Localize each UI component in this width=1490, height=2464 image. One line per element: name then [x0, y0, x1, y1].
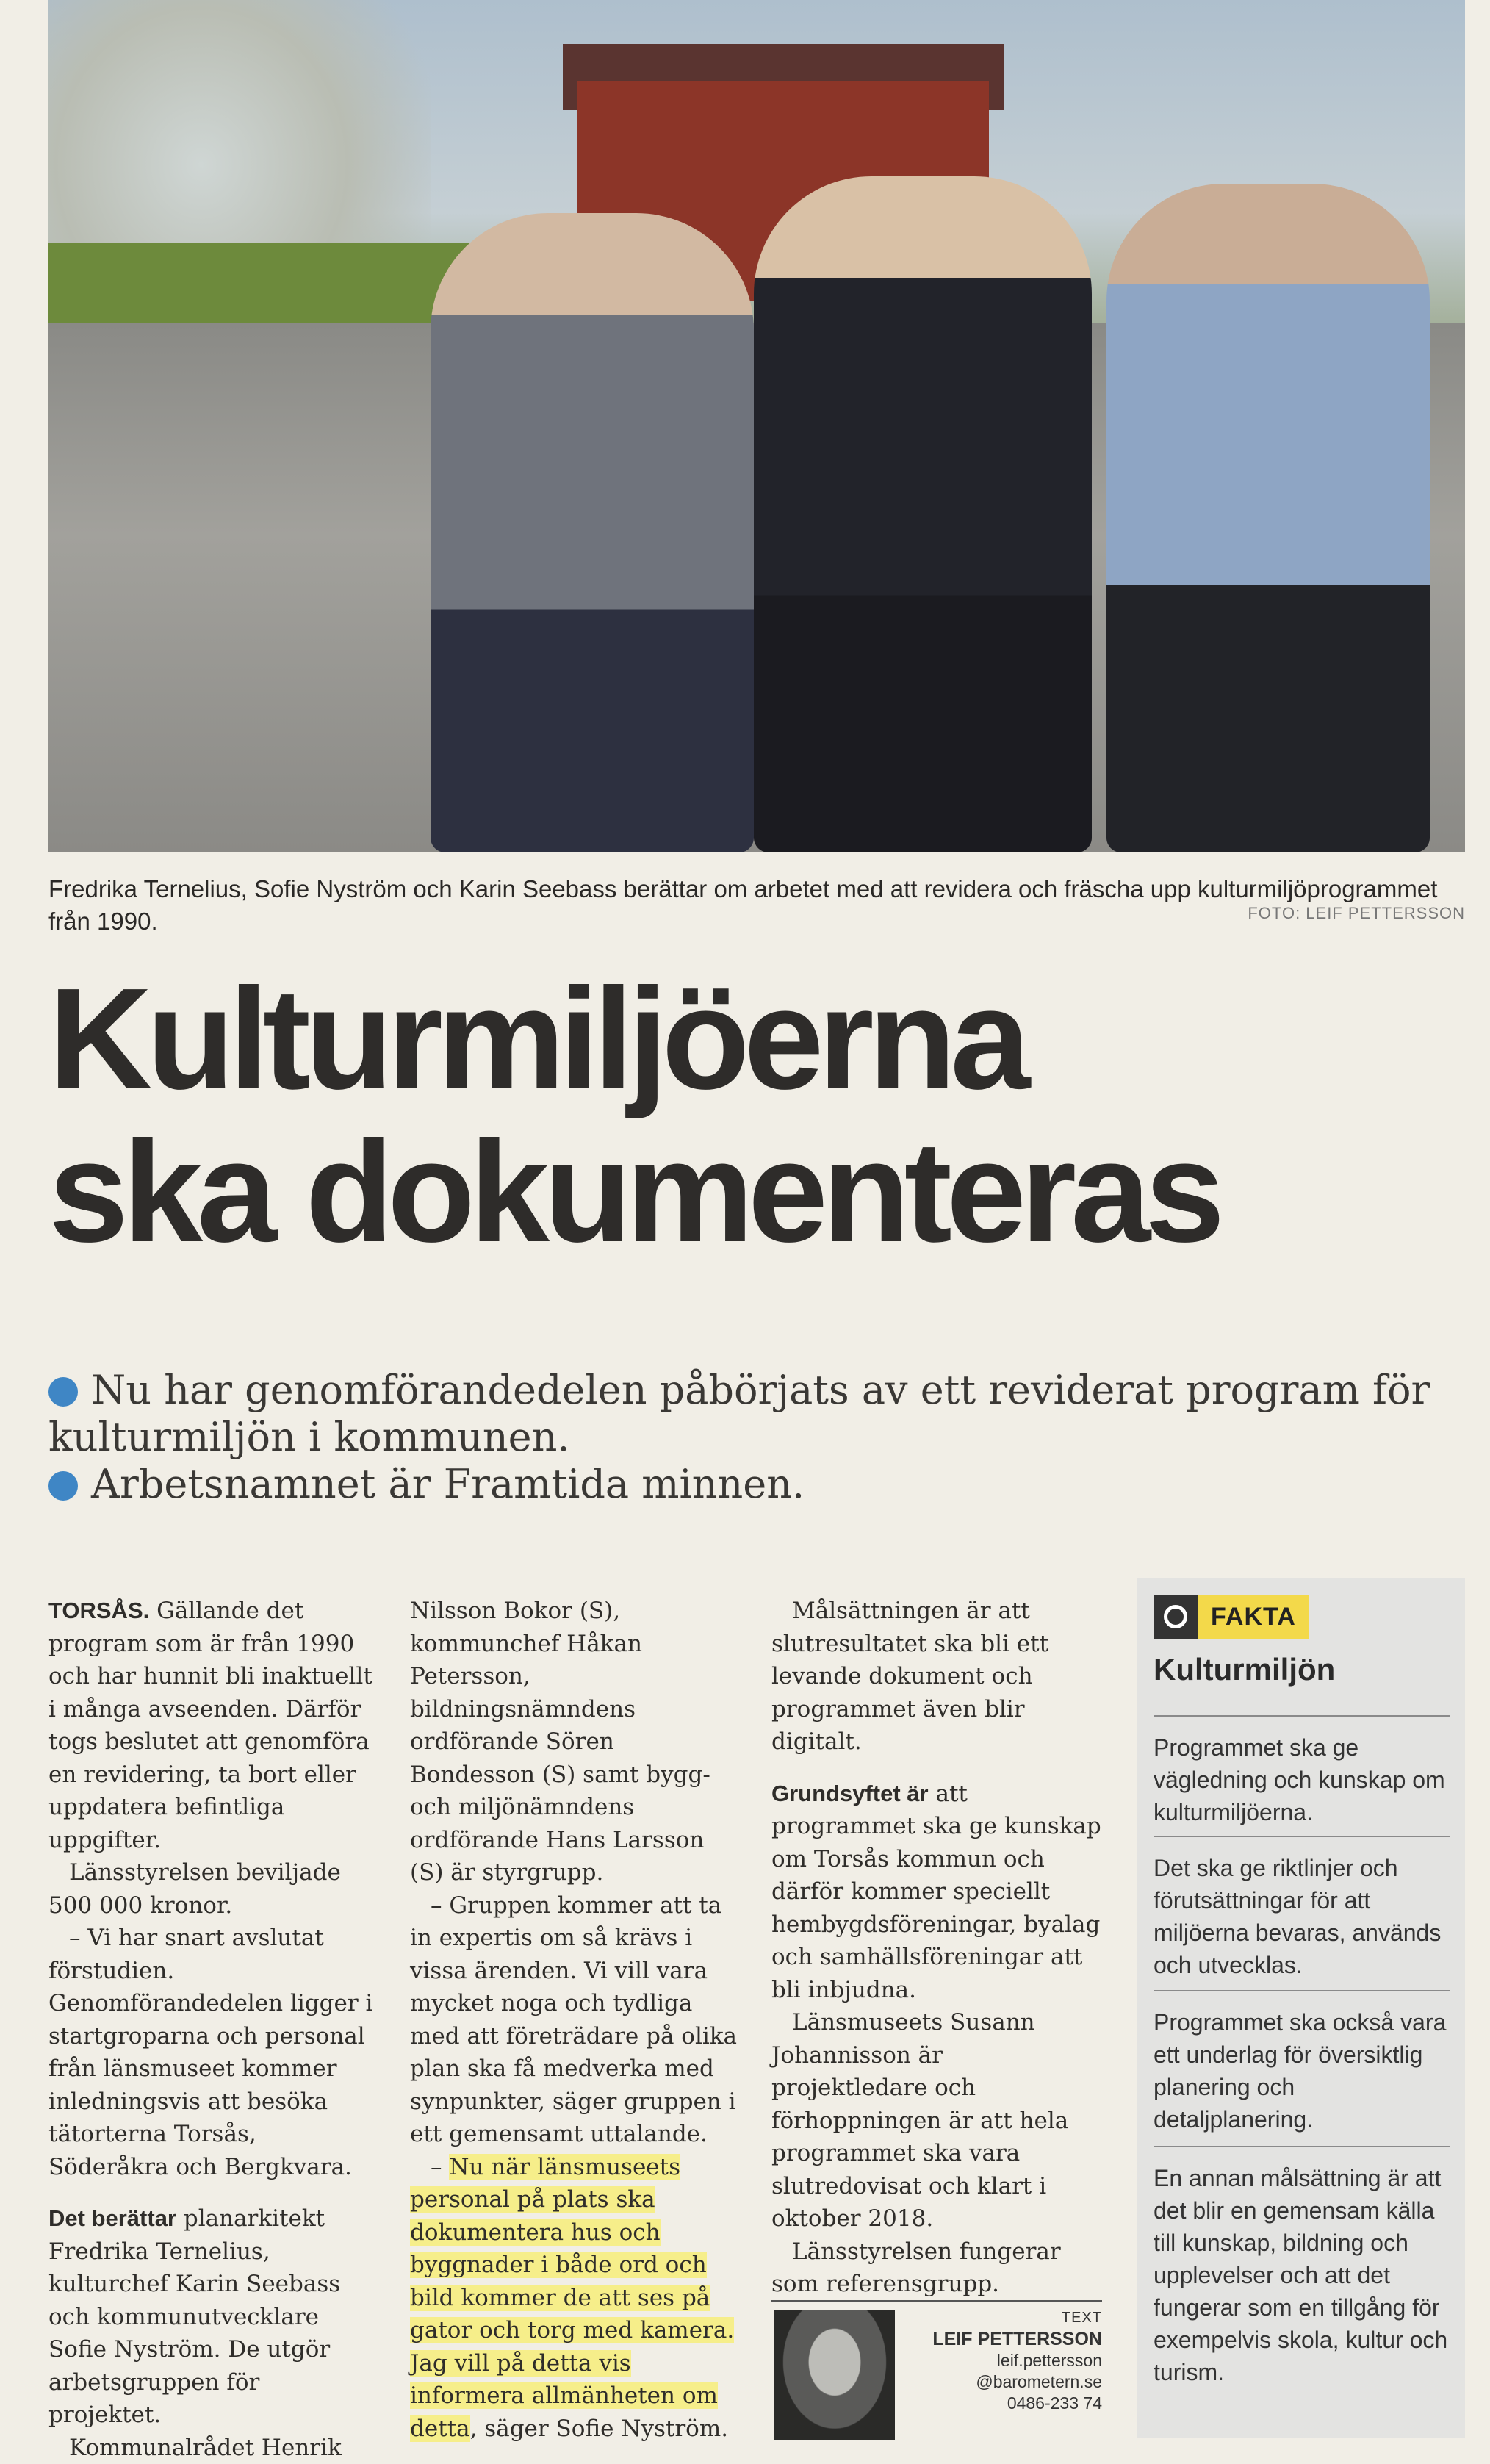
article-column-3 [771, 1595, 1102, 2301]
fact-box-title: Kulturmiljön [1154, 1652, 1335, 1687]
author-email-user: leif.pettersson [932, 2350, 1102, 2371]
bullet-dot-icon [48, 1377, 78, 1407]
photo-person-middle [754, 176, 1092, 852]
dateline: TORSÅS. [48, 1598, 149, 1623]
paragraph: Målsättningen är att slutresultatet ska bli ett levande dokument och programmet även blir digitalt. [771, 1595, 1102, 1759]
paragraph: planarkitekt Fredrika Ternelius, kulturchef Karin Seebass och kommunutvecklare Sofie Nyström. De utgör arbetsgruppen för projektet. [48, 2205, 340, 2428]
author-name: LEIF PETTERSSON [932, 2329, 1102, 2350]
article-column-1 [48, 1595, 379, 2464]
summary-bullets [48, 1367, 1465, 1508]
summary-bullet: Nu har genomförandedelen påbörjats av ett reviderat program för kulturmiljön i kommunen. [48, 1367, 1465, 1461]
divider [1154, 1715, 1450, 1717]
paragraph: Länsstyrelsen beviljade 500 000 kronor. [48, 1856, 379, 1922]
divider [1154, 1990, 1450, 1991]
paragraph: – Gruppen kommer att ta in expertis om så krävs i vissa ärenden. Vi vill vara mycket noga och tydliga med att företrädare på olika plan ska få medverka med synpunkter, säger gruppen i ett gemensamt uttalande. [410, 1889, 741, 2151]
highlighted-quote: Nu när länsmuseets personal på plats ska dokumentera hus och byggnader i både ord och bild kommer de att ses på gator och torg med kamera. Jag vill på detta vis informera allmänheten om detta [410, 2154, 734, 2442]
divider [1154, 1836, 1450, 1837]
headline-line-1: Kulturmiljöerna [48, 963, 1465, 1116]
paragraph-lead: Det berättar [48, 2205, 176, 2231]
author-phone: 0486-233 74 [932, 2393, 1102, 2414]
headline-line-2: ska dokumenteras [48, 1116, 1465, 1268]
author-email-domain: @barometern.se [932, 2371, 1102, 2393]
fact-item: Det ska ge riktlinjer och förutsättningar för att miljöerna bevaras, används och utvecklas. [1154, 1852, 1450, 1981]
byline [771, 2300, 1102, 2441]
paragraph: Länsstyrelsen fungerar som referensgrupp. [771, 2235, 1102, 2301]
paragraph: – Vi har snart avslutat förstudien. Genomförandedelen ligger i startgroparna och personal från länsmuseet kommer inledningsvis att besöka tätorterna Torsås, Söderåkra och Bergkvara. [48, 1922, 379, 2183]
photo-credit: FOTO: LEIF PETTERSSON [1248, 904, 1465, 923]
headline [48, 963, 1465, 1268]
paragraph-lead: Grundsyftet är [771, 1781, 929, 1806]
paragraph: Nilsson Bokor (S), kommunchef Håkan Petersson, bildningsnämndens ordförande Sören Bondesson (S) samt bygg- och miljönämndens ordförande Hans Larsson (S) är styrgrupp. [410, 1595, 741, 1889]
paragraph: att programmet ska ge kunskap om Torsås kommun och därför kommer speciellt hembygdsföreningar, byalag och samhällsföreningar att bli inbjudna. [771, 1781, 1101, 2003]
author-photo [774, 2310, 895, 2440]
fact-item: Programmet ska ge vägledning och kunskap om kulturmiljöerna. [1154, 1731, 1450, 1828]
article-column-2: Nilsson Bokor (S), kommunchef Håkan Petersson, bildningsnämndens ordförande Sören Bondesson (S) samt bygg- och miljönämndens ordförande Hans Larsson (S) är styrgrupp. – Gruppen kommer att ta in expertis om så krävs i vissa ärenden. Vi vill vara mycket noga och tydliga med att företrädare på olika plan ska få medverka med synpunkter, säger gruppen i ett gemensamt uttalande. – Nu när länsmuseets personal på plats ska dokumentera hus och byggnader i både ord och bild kommer de att ses på gator och torg med kamera. Jag vill på detta vis informera allmänheten om detta, säger Sofie Nyström. [410, 1595, 741, 2445]
paragraph: Gällande det program som är från 1990 och har hunnit bli inaktuellt i många avseenden. Därför togs beslutet att genomföra en revidering, ta bort eller uppdatera befintliga uppgifter. [48, 1598, 372, 1853]
byline-label: TEXT [932, 2307, 1102, 2329]
photo-caption: Fredrika Ternelius, Sofie Nyström och Karin Seebass berättar om arbetet med att revidera och fräscha upp kulturmiljöprogrammet från 1990. [48, 873, 1465, 938]
fact-item: En annan målsättning är att det blir en gemensam källa till kunskap, bildning och upplevelser och att det fungerar som en tillgång för exempelvis skola, kultur och turism. [1154, 2162, 1450, 2388]
fact-item: Programmet ska också vara ett underlag för översiktlig planering och detaljplanering. [1154, 2006, 1450, 2136]
magnifier-icon [1154, 1595, 1198, 1639]
photo-person-right [1106, 184, 1430, 852]
paragraph: Länsmuseets Susann Johannisson är projektledare och förhoppningen är att hela programmet ska vara slutredovisat och klart i oktober 2018. [771, 2006, 1102, 2235]
fact-box [1137, 1578, 1465, 2438]
summary-bullet: Arbetsnamnet är Framtida minnen. [48, 1461, 1465, 1508]
paragraph: Kommunalrådet Henrik [48, 2432, 379, 2464]
bullet-dot-icon [48, 1471, 78, 1501]
article-photo [48, 0, 1465, 852]
fact-box-tag: FAKTA [1198, 1595, 1309, 1639]
photo-person-left [431, 213, 754, 852]
divider [1154, 2146, 1450, 2147]
